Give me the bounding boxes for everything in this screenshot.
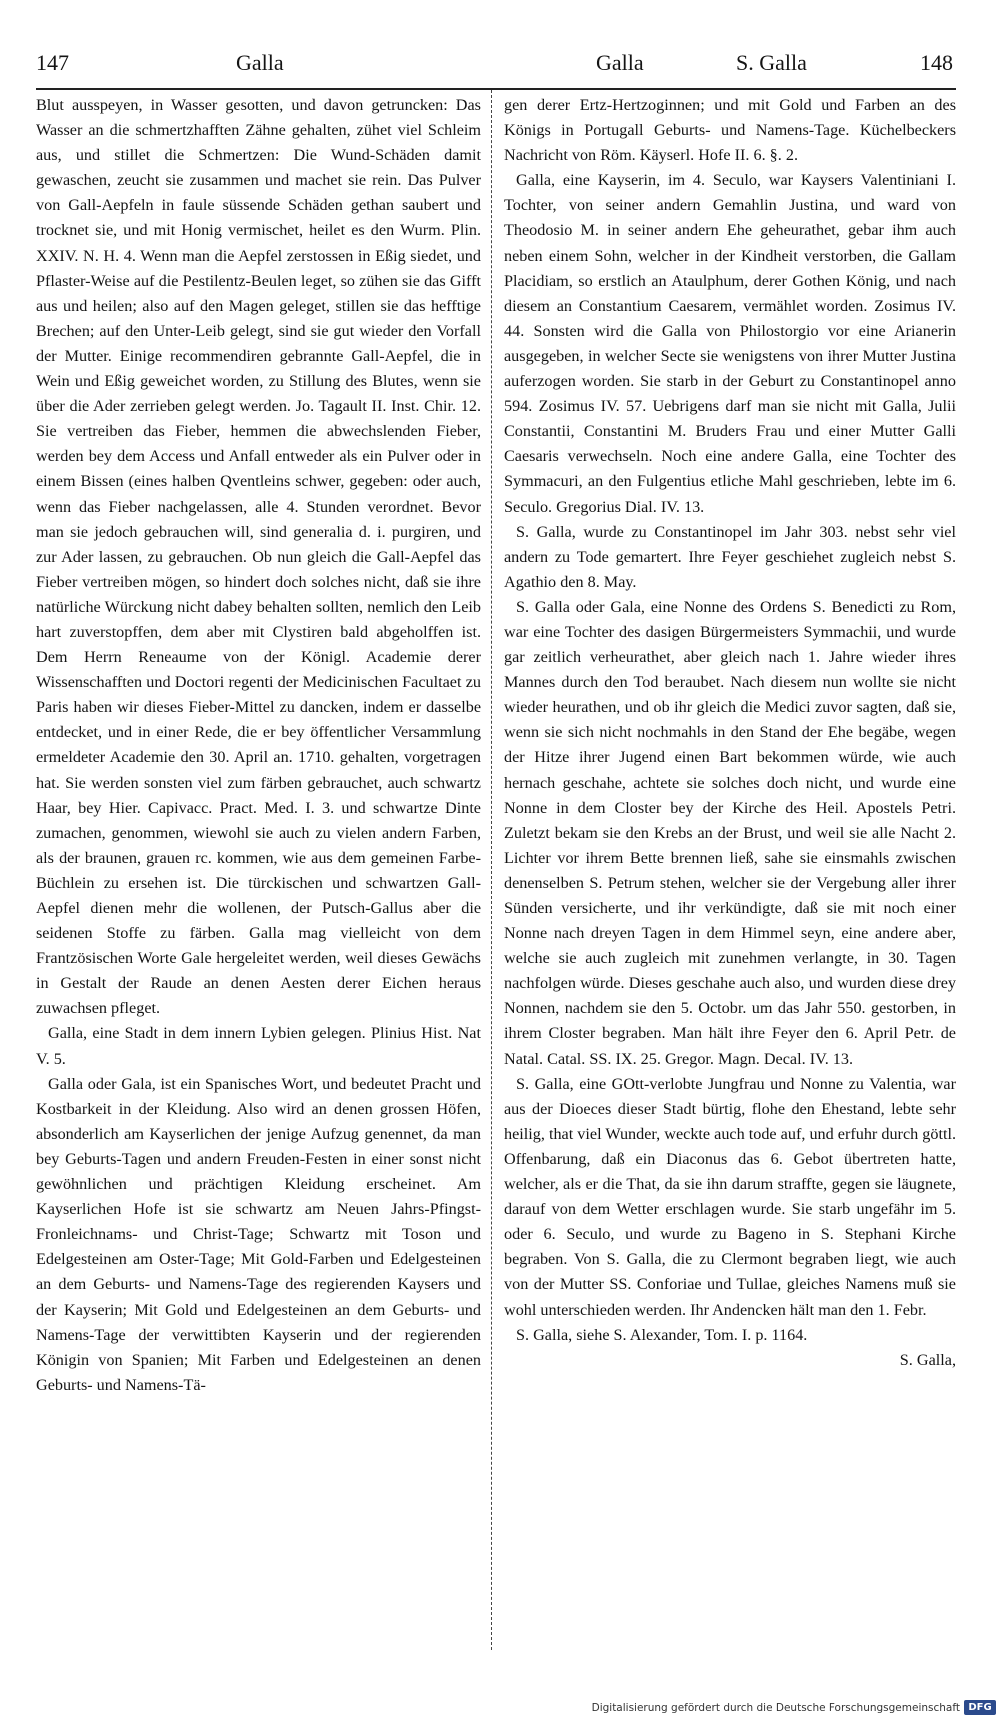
page-number-left: 147 (36, 50, 69, 75)
entry-s-galla-valentia: S. Galla, eine GOtt-verlobte Jungfrau und Nonne zu Valentia, war aus der Dioeces dieser Stadt bürtig, flohe den Ehestand, lebte sehr heilig, that viel Wunder, weckte auch tode auf, und erfuhr durch göttl. Offenbarung, daß ein Diaconus das 6. Gebot übertreten hatte, welcher, als er die That, da sie ihn darum straffte, gegen sie läugnete, darauf von dem Wetter erschlagen wurde. Sie starb ungefähr im 5. oder 6. Seculo, und wurde zu Bageno in S. Stephani Kirche begraben. Von S. Galla, die zu Clermont begraben liegt, wie auch von der Mutter SS. Conforiae und Tullae, gleiches Namens muß sie wohl unterschieden werden. Ihr Andencken hält man den 1. Febr. (504, 1074, 956, 1319)
running-title-right-2: S. Galla (736, 50, 807, 75)
running-title-left: Galla (236, 50, 284, 75)
entry-s-galla-martyr: S. Galla, wurde zu Constantinopel im Jahr 303. nebst sehr viel andern zu Tode gemartert. Ihre Feyer geschiehet zugleich nebst S. Agathio den 8. May. (504, 522, 956, 591)
left-column (36, 93, 481, 1398)
page-number-right: 148 (920, 50, 953, 75)
entry-galla-empress: Galla, eine Kayserin, im 4. Seculo, war Kaysers Valentiniani I. Tochter, von seiner andern Gemahlin Justina, und ward von Theodosio M. in seiner andern Ehe geheurathet, gebar ihm auch neben einem Sohn, welcher in der Kindheit verstorben, die Gallam Placidiam, so erstlich an Ataulphum, derer Gothen König, und nach diesem an Constantium Caesarem, vermählet worden. Zosimus IV. 44. Sonsten wird die Galla von Philostorgio vor eine Arianerin ausgegeben, in welcher Secte sie wenigstens von ihrer Mutter Justina auferzogen worden. Sie starb in der Geburt zu Constantinopel anno 594. Zosimus IV. 57. Uebrigens darf man sie nicht mit Galla, Julii Constantii, Constantini M. Bruders Frau und einer Mutter Galli Caesaris verwechseln. Noch eine andere Galla, eine Tochter des Symmacuri, an den Fulgentius etliche Mahl geschrieben, lebte im 6. Seculo. Gregorius Dial. IV. 13. (504, 171, 956, 516)
entry-galla-gala: Galla oder Gala, ist ein Spanisches Wort, und bedeutet Pracht und Kostbarkeit in der Kleidung. Also wird an denen grossen Höfen, absonderlich am Kayserlichen der jenige Aufzug genennet, da man bey Geburts-Tagen und andern Freuden-Festen in einer sonst nicht gewöhnlichen und prächtigen Kleidung erscheinet. Am Kayserlichen Hofe ist sie schwartz am Neuen Jahrs-Pfingst-Fronleichnams- und Christ-Tage; Schwartz mit Toson und Edelgesteinen am Oster-Tage; Mit Gold-Farben und Edelgesteinen an dem Geburts- und Namens-Tage des regierenden Kaysers und der Kayserin; Mit Gold und Edelgesteinen an dem Geburts- und Namens-Tage der verwittibten Kayserin und der regierenden Königin von Spanien; Mit Farben und Edelgesteinen an denen Geburts- und Namens-Tä- (36, 1074, 481, 1394)
entry-s-galla-reference: S. Galla, siehe S. Alexander, Tom. I. p. 1164. (516, 1325, 808, 1344)
right-column (504, 93, 956, 1373)
footer-credit: Digitalisierung gefördert durch die Deutsche Forschungsgemeinschaft (591, 1702, 960, 1714)
entry-s-galla-nun-rome: S. Galla oder Gala, eine Nonne des Ordens S. Benedicti zu Rom, war eine Tochter des dasigen Bürgermeisters Symmachii, und wurde gar zeitlich verheurathet, aber gleich nach 1. Jahre wieder ihres Mannes durch den Tod beraubet. Nach diesem nun wollte sie nicht wieder heurathen, und ob ihr gleich die Medici zuvor sagten, daß sie, wenn sie sich nicht nochmahls in den Stand der Ehe begäbe, wegen der Hitze ihrer Jugend einen Bart bekommen würde, wie auch hernach geschahe, achtete sie solches doch nicht, und wurde eine Nonne in dem Closter bey der Kirche des Heil. Apostels Petri. Zuletzt bekam sie den Krebs an der Brust, und weil sie alle Nacht 2. Lichter vor ihrem Bette brennen ließ, sahe sie einsmahls zwischen denenselben S. Petrum stehen, welcher sie der Vergebung aller ihrer Sünden versicherte, und ihr verkündigte, daß sie mit noch einer Nonne nach dreyen Tagen in dem Himmel seyn, eine andere aber, welche sie auch zugleich mit zunehmen verlangte, in 30. Tagen nachfolgen würde. Dieses geschahe auch also, und wurden diese drey Nonnen, nachdem sie den 5. Octobr. um das Jahr 550. gestorben, in ihrem Closter begraben. Man hält ihre Feyer den 6. April Petr. de Natal. Catal. SS. IX. 25. Gregor. Magn. Decal. IV. 13. (504, 597, 956, 1068)
header-rule (36, 88, 956, 90)
footer (0, 1699, 1000, 1717)
entry-galla-continued: Blut ausspeyen, in Wasser gesotten, und davon getruncken: Das Wasser an die schmertzhafften Zähne gehalten, zühet viel Schleim aus, und stillet die Schmertzen: Die Wund-Schäden damit gewaschen, zeucht sie zusammen und machet sie rein. Das Pulver von Gall-Aepfeln in faule süssende Schäden gethan saubert und trocknet sie, und mit Honig vermischet, heilet es den Wurm. Plin. XXIV. N. H. 4. Wenn man die Aepfel zerstossen in Eßig siedet, und Pflaster-Weise auf die Pestilentz-Beulen leget, so zühen sie das Gifft aus und heilen; also auf den Magen geleget, stillen sie das hefftige Brechen; auf den Unter-Leib gelegt, sind sie gut wieder den Vorfall der Mutter. Einige recommendiren gebrannte Gall-Aepfel, die in Wein und Eßig geweichet worden, zu Stillung des Blutes, wenn sie über die Ader zerrieben gelegt werden. Jo. Tagault II. Inst. Chir. 12. Sie vertreiben das Fieber, hemmen die abwechslenden Fieber, werden bey dem Access und Anfall entweder als ein Pulver oder in einem Bissen (eines halben Qventleins schwer, gegeben: oder auch, wenn das Fieber nachgelassen, alle 4. Stunden verordnet. Bevor man sie jedoch gebrauchen will, sind generalia d. i. purgiren, und zur Ader lassen, zu gebrauchen. Ob nun gleich die Gall-Aepfel das Fieber vertreiben mögen, so hindert doch solches nicht, daß sie ihre natürliche Würckung nicht dabey behalten sollten, nemlich den Leib hart zuverstopffen, dem aber mit Clystiren bald abgeholffen ist. Dem Herrn Reneaume von der Königl. Academie derer Wissenschafften und Doctori regenti der Medicinischen Facultaet zu Paris haben wir dieses Fieber-Mittel zu dancken, indem er dasselbe entdecket, und in einer Rede, die er bey öffentlicher Versammlung ermeldeter Academie den 30. April an. 1710. gehalten, vorgetragen hat. Sie werden sonsten viel zum färben gebrauchet, auch schwartz Haar, bey Hier. Capivacc. Pract. Med. I. 3. und schwartze Dinte zumachen, genommen, wiewohl sie auch zu vielen andern Farben, als der braunen, grauen rc. kommen, wie aus dem gemeinen Farbe-Büchlein zu ersehen ist. Die türckischen und schwartzen Gall-Aepfel dienen mehr die wollenen, der Putsch-Gallus aber die seidenen Stoffe zu färben. Galla mag vielleicht von dem Frantzösischen Worte Gale hergeleitet werden, weil dieses Gewächs in Gestalt der Raude an denen Aesten derer Eichen heraus zuwachsen pfleget. (36, 96, 481, 1018)
entry-galla-city: Galla, eine Stadt in dem innern Lybien gelegen. Plinius Hist. Nat V. 5. (36, 1024, 481, 1068)
running-title-right: Galla (596, 50, 644, 75)
column-divider (491, 90, 492, 1650)
page-header (36, 50, 956, 90)
dfg-logo-icon: DFG (964, 1700, 996, 1715)
catchword: S. Galla, (899, 1350, 956, 1369)
entry-gala-continued: gen derer Ertz-Hertzoginnen; und mit Gold und Farben an des Königs in Portugall Geburts- und Namens-Tage. Küchelbeckers Nachricht von Röm. Käyserl. Hofe II. 6. §. 2. (504, 96, 956, 165)
